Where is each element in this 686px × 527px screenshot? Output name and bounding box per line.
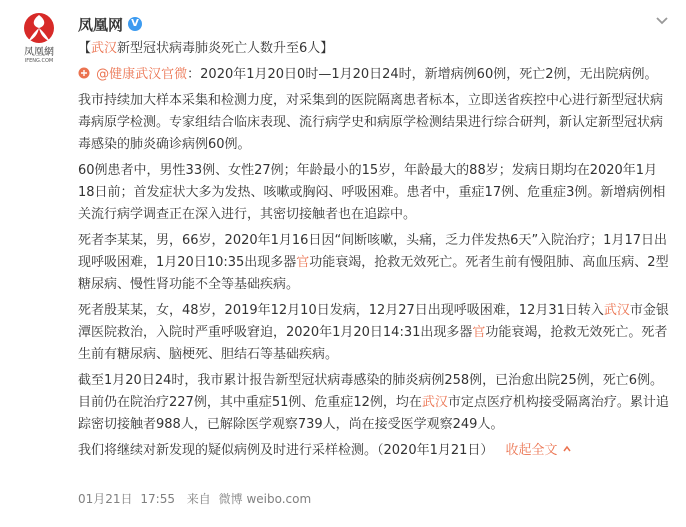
post-header bbox=[78, 12, 666, 36]
verified-badge: V bbox=[128, 17, 142, 31]
paragraph-3: 60例患者中，男性33例、女性27例；年龄最小的15岁，年龄最大的88岁；发病日期均在2020年1月18日前；首发症状大多为发热、咳嗽或胸闷、呼吸困难。患者中，重症17例、危重症3例。新增病例相关流行病学调查正在深入进行，其密切接触者也在追踪中。 bbox=[78, 163, 666, 222]
topic-link-wuhan[interactable]: 武汉 bbox=[603, 303, 630, 318]
post-footer bbox=[78, 490, 311, 507]
collapse-text-button[interactable]: 收起全文 bbox=[506, 443, 572, 458]
chevron-down-icon[interactable] bbox=[652, 10, 672, 30]
paragraph-6: 截至1月20日24时，我市累计报告新型冠状病毒感染的肺炎病例258例，已治愈出院25例，死亡6例。目前仍在院治疗227例，其中重症51例、危重症12例，均在武汉市定点医疗机构接受隔离治疗。累计追踪密切接触者988人，已解除医学观察739人，尚在接受医学观察249人。 bbox=[78, 373, 669, 432]
logo-sub: IFENG.COM bbox=[24, 58, 54, 64]
post-time[interactable]: 17:55 bbox=[140, 492, 175, 506]
collapse-arrow-icon bbox=[562, 443, 572, 458]
post-date[interactable]: 01月21日 bbox=[78, 492, 133, 506]
avatar[interactable] bbox=[14, 10, 64, 64]
username[interactable]: 凤凰网 bbox=[78, 15, 124, 34]
paragraph-2: 我市持续加大样本采集和检测力度，对采集到的医院隔离患者标本，立即送省疾控中心进行新型冠状病毒病原学检测。专家组结合临床表现、流行病学史和病原学检测结果进行综合研判，新认定新型冠状病毒感染的肺炎确诊病例60例。 bbox=[78, 93, 664, 152]
source-link[interactable]: 微博 weibo.com bbox=[218, 492, 312, 506]
topic-link-wuhan[interactable]: 武汉 bbox=[421, 395, 448, 410]
mention-link[interactable]: @健康武汉官微 bbox=[96, 67, 188, 82]
logo-name: 凤凰網 bbox=[24, 47, 54, 58]
topic-link-wuhan[interactable]: 武汉 bbox=[91, 41, 118, 56]
post-title: 【武汉新型冠状病毒肺炎死亡人数升至6人】 bbox=[78, 41, 334, 56]
inline-link[interactable]: 官 bbox=[296, 255, 310, 270]
paragraph-5: 死者殷某某，女，48岁，2019年12月10日发病，12月27日出现呼吸困难，12月31日转入武汉市金银潭医院救治，入院时严重呼吸窘迫，2020年1月20日14:31出现多器官功能衰竭，抢救无效死亡。死者生前有糖尿病、脑梗死、胆结石等基础疾病。 bbox=[78, 303, 669, 362]
link-icon bbox=[78, 67, 96, 82]
inline-link[interactable]: 官 bbox=[472, 325, 486, 340]
paragraph-7: 我们将继续对新发现的疑似病例及时进行采样检测。（2020年1月21日） 收起全文 bbox=[78, 440, 670, 462]
source-prefix: 来自 bbox=[186, 492, 211, 506]
paragraph-4: 死者李某某，男，66岁，2020年1月16日因“间断咳嗽，头痛，乏力伴发热6天”入院治疗；1月17日出现呼吸困难，1月20日10:35出现多器官功能衰竭，抢救无效死亡。死者生前有慢阻肺、高血压病、2型糖尿病、慢性肾功能不全等基础疾病。 bbox=[78, 233, 669, 292]
ifeng-logo-icon bbox=[14, 10, 64, 64]
post-content bbox=[78, 38, 670, 466]
paragraph-1: @健康武汉官微：2020年1月20日0时—1月20日24时，新增病例60例，死亡2例，无出院病例。 bbox=[78, 64, 670, 86]
